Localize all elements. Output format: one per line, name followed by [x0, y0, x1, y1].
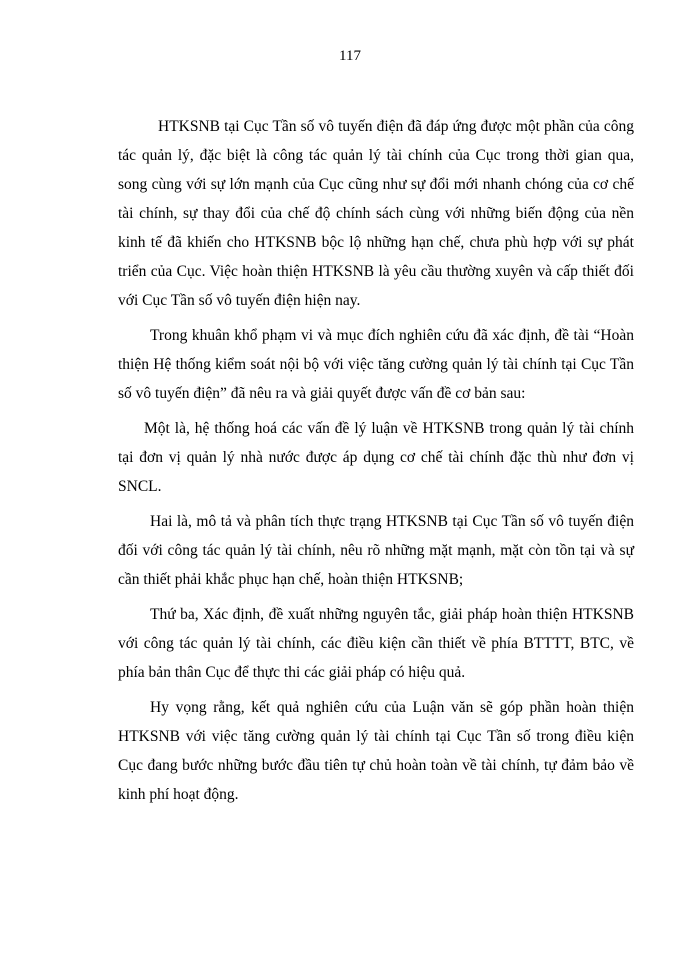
paragraph-point-two: Hai là, mô tả và phân tích thực trạng HTKSNB tại Cục Tần số vô tuyến điện đối với công tác quản lý tài chính, nêu rõ những mặt mạnh, mặt còn tồn tại và sự cần thiết phải khắc phục hạn chế, hoàn thiện HTKSNB; [118, 513, 634, 588]
paragraph-point-one: Một là, hệ thống hoá các vấn đề lý luận về HTKSNB trong quản lý tài chính tại đơn vị quản lý nhà nước được áp dụng cơ chế tài chính đặc thù như đơn vị SNCL. [118, 420, 634, 495]
paragraph-htksnb-summary: HTKSNB tại Cục Tần số vô tuyến điện đã đáp ứng được một phần của công tác quản lý, đặc biệt là công tác quản lý tài chính của Cục trong thời gian qua, song cùng với sự lớn mạnh của Cục cũng như sự đổi mới nhanh chóng của cơ chế tài chính, sự thay đổi của chế độ chính sách cùng với những biến động của nền kinh tế đã khiến cho HTKSNB bộc lộ những hạn chế, chưa phù hợp với sự phát triển của Cục. Việc hoàn thiện HTKSNB là yêu cầu thường xuyên và cấp thiết đối với Cục Tần số vô tuyến điện hiện nay. [118, 118, 634, 309]
paragraph-conclusion: Hy vọng rằng, kết quả nghiên cứu của Luận văn sẽ góp phần hoàn thiện HTKSNB với việc tăng cường quản lý tài chính tại Cục Tần số trong điều kiện Cục đang bước những bước đầu tiên tự chủ hoàn toàn về tài chính, tự đảm bảo về kinh phí hoạt động. [118, 699, 634, 803]
page-number: 117 [339, 48, 361, 64]
paragraph-point-three: Thứ ba, Xác định, đề xuất những nguyên tắc, giải pháp hoàn thiện HTKSNB với công tác quản lý tài chính, các điều kiện cần thiết về phía BTTTT, BTC, về phía bản thân Cục để thực thi các giải pháp có hiệu quả. [118, 606, 634, 681]
paragraph-scope: Trong khuân khổ phạm vi và mục đích nghiên cứu đã xác định, đề tài “Hoàn thiện Hệ thống kiểm soát nội bộ với việc tăng cường quản lý tài chính tại Cục Tần số vô tuyến điện” đã nêu ra và giải quyết được vấn đề cơ bản sau: [118, 327, 634, 402]
body-text [118, 112, 634, 815]
